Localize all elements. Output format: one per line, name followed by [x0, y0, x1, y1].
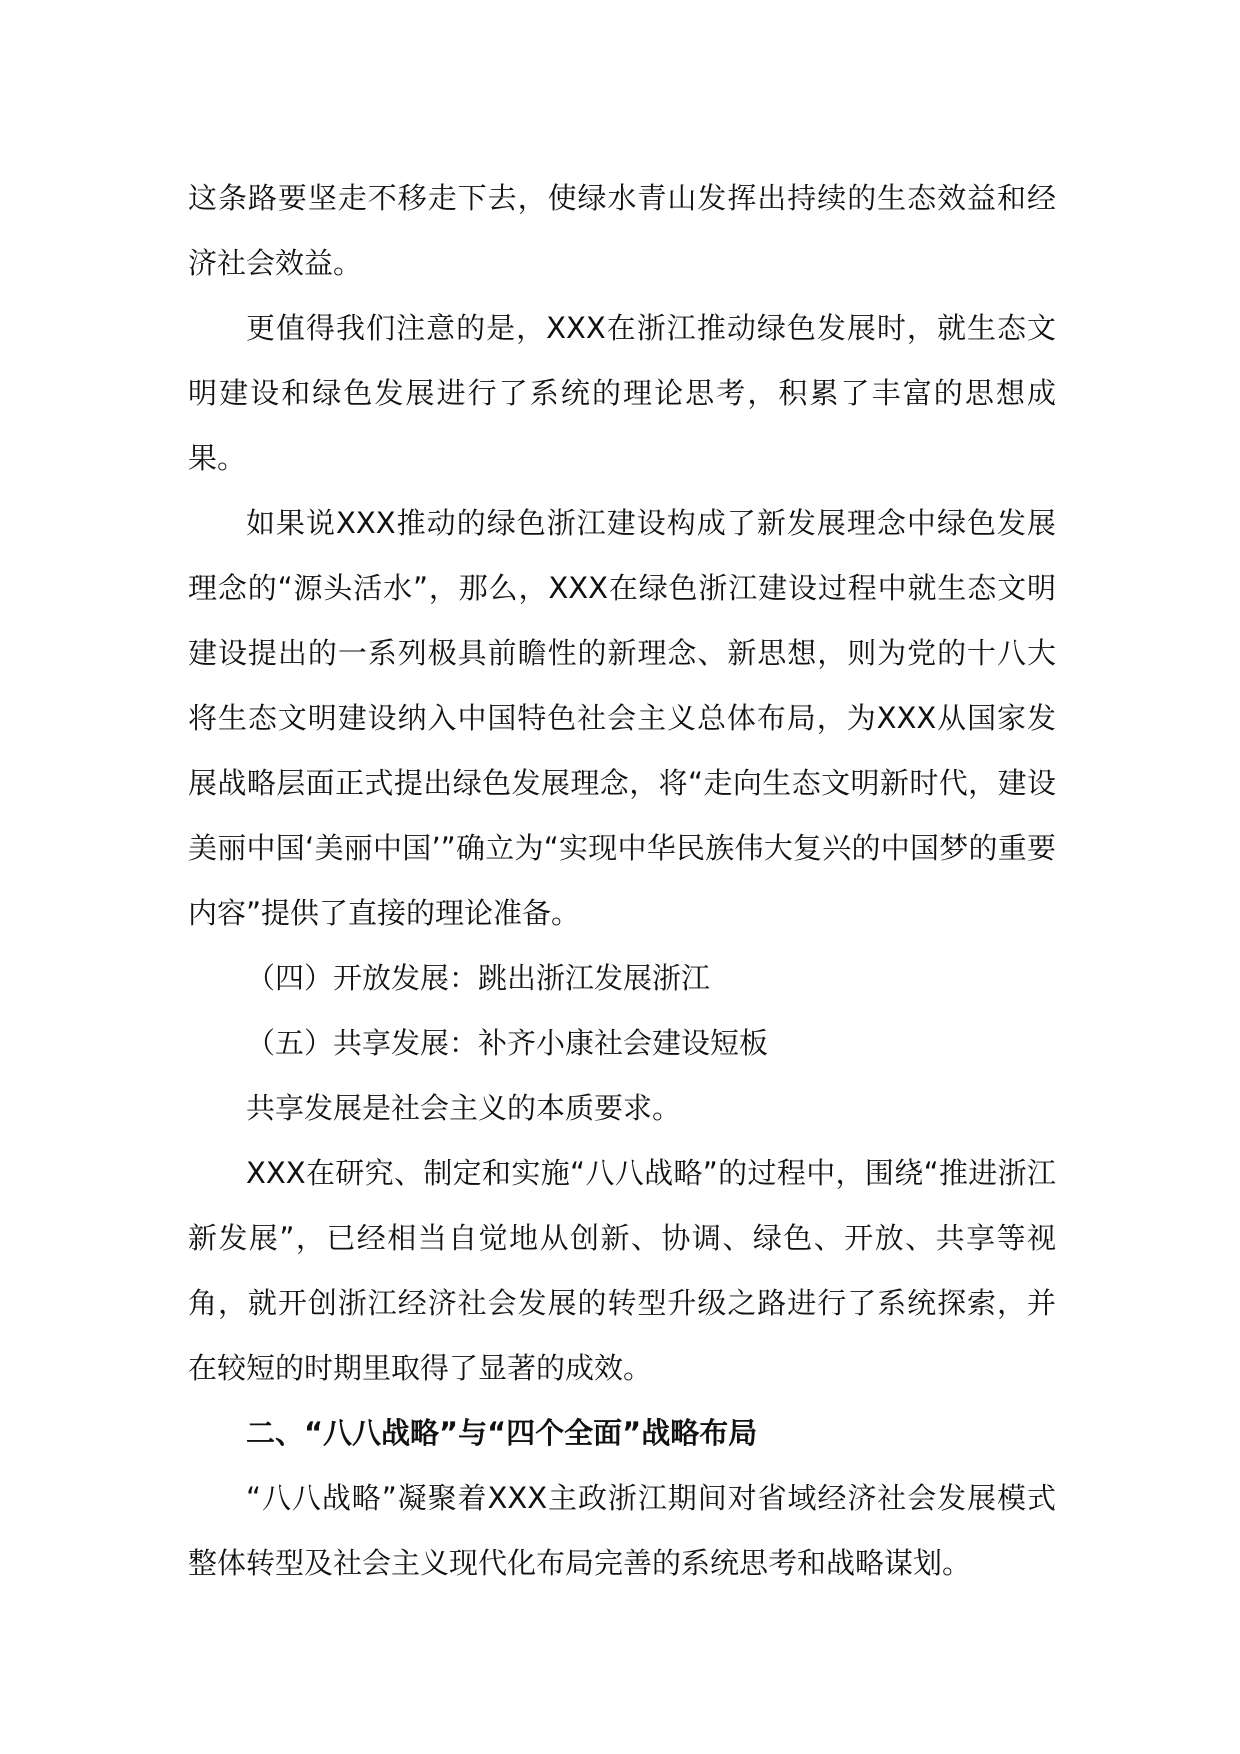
- paragraph: 共享发展是社会主义的本质要求。: [246, 1091, 682, 1125]
- section-heading: 二、“八八战略”与“四个全面”战略布局: [246, 1416, 758, 1450]
- paragraph: “八八战略”凝聚着XXX主政浙江期间对省域经济社会发展模式整体转型及社会主义现代化布局完善的系统思考和战略谋划。: [188, 1481, 1056, 1580]
- subheading-shared-development: （五）共享发展：补齐小康社会建设短板: [246, 1026, 769, 1060]
- paragraph-continuation: 这条路要坚走不移走下去，使绿水青山发挥出持续的生态效益和经济社会效益。: [188, 181, 1056, 280]
- paragraph: 更值得我们注意的是，XXX在浙江推动绿色发展时，就生态文明建设和绿色发展进行了系统的理论思考，积累了丰富的思想成果。: [188, 311, 1056, 475]
- subheading-open-development: （四）开放发展：跳出浙江发展浙江: [246, 961, 711, 995]
- paragraph: 如果说XXX推动的绿色浙江建设构成了新发展理念中绿色发展理念的“源头活水”，那么，XXX在绿色浙江建设过程中就生态文明建设提出的一系列极具前瞻性的新理念、新思想，则为党的十八大将生态文明建设纳入中国特色社会主义总体布局，为XXX从国家发展战略层面正式提出绿色发展理念，将“走向生态文明新时代，建设美丽中国‘美丽中国’”确立为“实现中华民族伟大复兴的中国梦的重要内容”提供了直接的理论准备。: [188, 506, 1056, 930]
- paragraph: XXX在研究、制定和实施“八八战略”的过程中，围绕“推进浙江新发展”，已经相当自觉地从创新、协调、绿色、开放、共享等视角，就开创浙江经济社会发展的转型升级之路进行了系统探索，并在较短的时期里取得了显著的成效。: [188, 1156, 1056, 1385]
- document-body: [188, 166, 1056, 1596]
